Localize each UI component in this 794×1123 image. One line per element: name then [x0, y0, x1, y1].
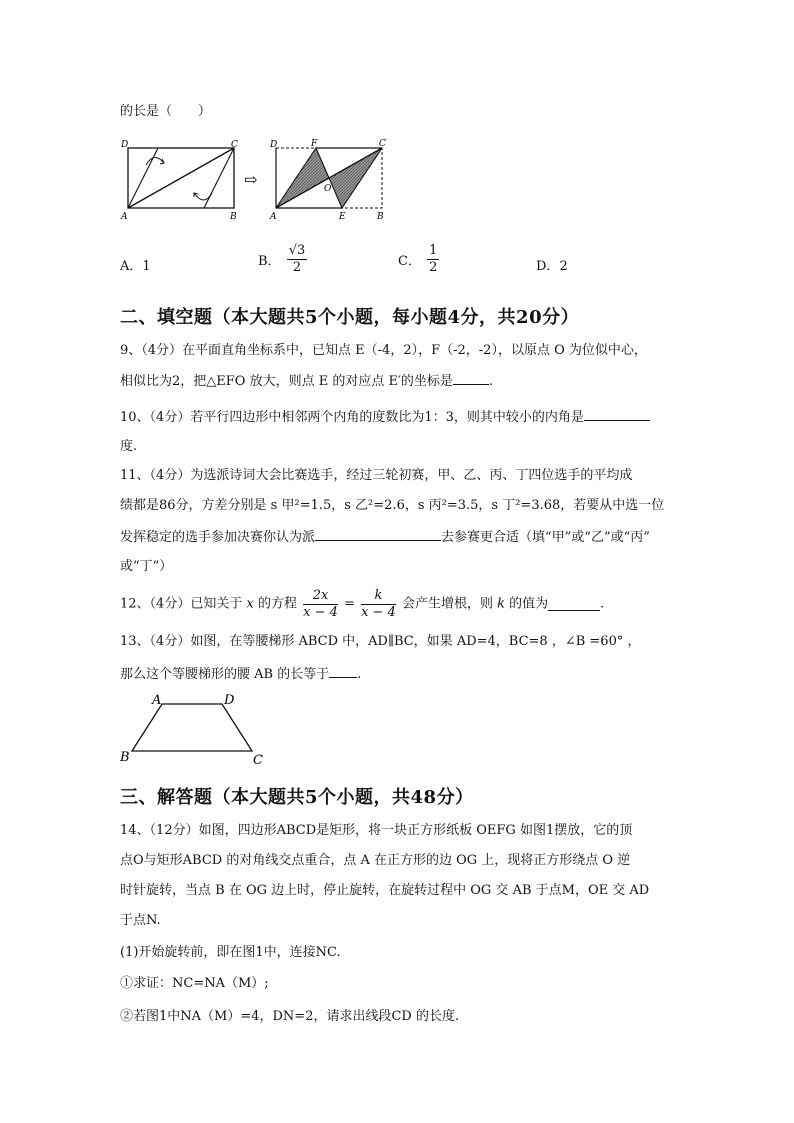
label-f-right: F: [311, 139, 318, 149]
left-diagonal: [128, 148, 234, 208]
q11-line-2: 绩都是86分，方差分别是 s 甲²=1.5，s 乙²=2.6，s 丙²=3.5，s 丁²=3.68，若要从中选一位: [120, 498, 665, 513]
q11-line-4: 或“丁”）: [120, 559, 173, 574]
label-a-left: A: [121, 212, 128, 222]
trapezoid-abcd: [132, 704, 252, 751]
q10-line-1: 10、（4分）若平行四边形中相邻两个内角的度数比为1：3，则其中较小的内角是: [120, 408, 650, 427]
option-d: D．2: [536, 259, 568, 274]
option-c: C． $\frac{1}{2}$: [398, 243, 438, 275]
shaded-triangle-1: [276, 148, 329, 208]
question-8-tail: 的长是（ ）: [120, 104, 212, 119]
q14-line-4: 于点N.: [120, 913, 161, 928]
q14-sub-1b: ②若图1中NA（M）=4，DN=2，请求出线段CD 的长度.: [120, 1009, 460, 1024]
label-o-right: O: [324, 184, 332, 194]
label-c: C: [253, 753, 263, 768]
q13-line-2: 那么这个等腰梯形的腰 AB 的长等于 .: [120, 667, 362, 682]
q14-sub-1a: ①求证：NC=NA（M）;: [120, 976, 269, 991]
q14-line-1: 14、（12分）如图，四边形ABCD是矩形，将一块正方形纸板 OEFG 如图1摆放，它的顶: [120, 823, 633, 838]
rectangle-fold-figure: [118, 135, 398, 225]
q11-line-3: 发挥稳定的选手参加决赛你认为派 去参赛更合适（填“甲”或“乙”或“丙”: [120, 530, 650, 545]
label-a-right: A: [270, 212, 277, 222]
section-2-heading: 二、填空题（本大题共5个小题，每小题4分，共20分）: [120, 307, 580, 328]
q13-line-1: 13、（4分）如图，在等腰梯形 ABCD 中，AD∥BC，如果 AD=4，BC=8 ，∠B =60° ，: [120, 634, 641, 649]
q11-line-1: 11、（4分）为选派诗词大会比赛选手，经过三轮初赛，甲、乙、丙、丁四位选手的平均成: [120, 468, 633, 483]
transform-arrow: ⇨: [244, 170, 258, 189]
q14-line-3: 时针旋转，当点 B 在 OG 边上时，停止旋转，在旋转过程中 OG 交 AB 于点M，OE 交 AD: [120, 883, 650, 898]
trapezoid-figure: [116, 690, 276, 770]
shaded-triangle-2: [329, 148, 382, 208]
label-c-right: C: [379, 139, 386, 149]
label-d: D: [224, 693, 235, 708]
q9-line-2: 相似比为2，把△EFO 放大，则点 E 的对应点 E′的坐标是 .: [120, 374, 494, 389]
label-b: B: [120, 750, 130, 765]
label-d-left: D: [121, 140, 129, 150]
label-b-left: B: [230, 212, 237, 222]
option-a: A．1: [120, 259, 151, 274]
q14-sub-1: (1)开始旋转前，即在图1中，连接NC.: [120, 945, 341, 960]
label-c-left: C: [231, 140, 238, 150]
q12-line: 12、（4分）已知关于 x 的方程 $\frac{2x}{x - 4}$ = $\frac{k}{x - 4}$ 会产生增根，则 k 的值为 .: [120, 588, 605, 620]
section-3-heading: 三、解答题（本大题共5个小题，共48分）: [120, 787, 474, 808]
label-b-right: B: [377, 212, 384, 222]
label-d-right: D: [270, 140, 278, 150]
q10-line-2: 度.: [120, 439, 138, 454]
q9-line-1: 9、（4分）在平面直角坐标系中，已知点 E（-4，2），F（-2，-2），以原点 O 为位似中心，: [120, 343, 647, 358]
option-b: B． $\frac{√3}{2}$: [258, 243, 306, 275]
label-a: A: [152, 693, 162, 708]
q14-line-2: 点O与矩形ABCD 的对角线交点重合，点 A 在正方形的边 OG 上，现将正方形绕点 O 逆: [120, 853, 631, 868]
label-e-right: E: [339, 212, 346, 222]
